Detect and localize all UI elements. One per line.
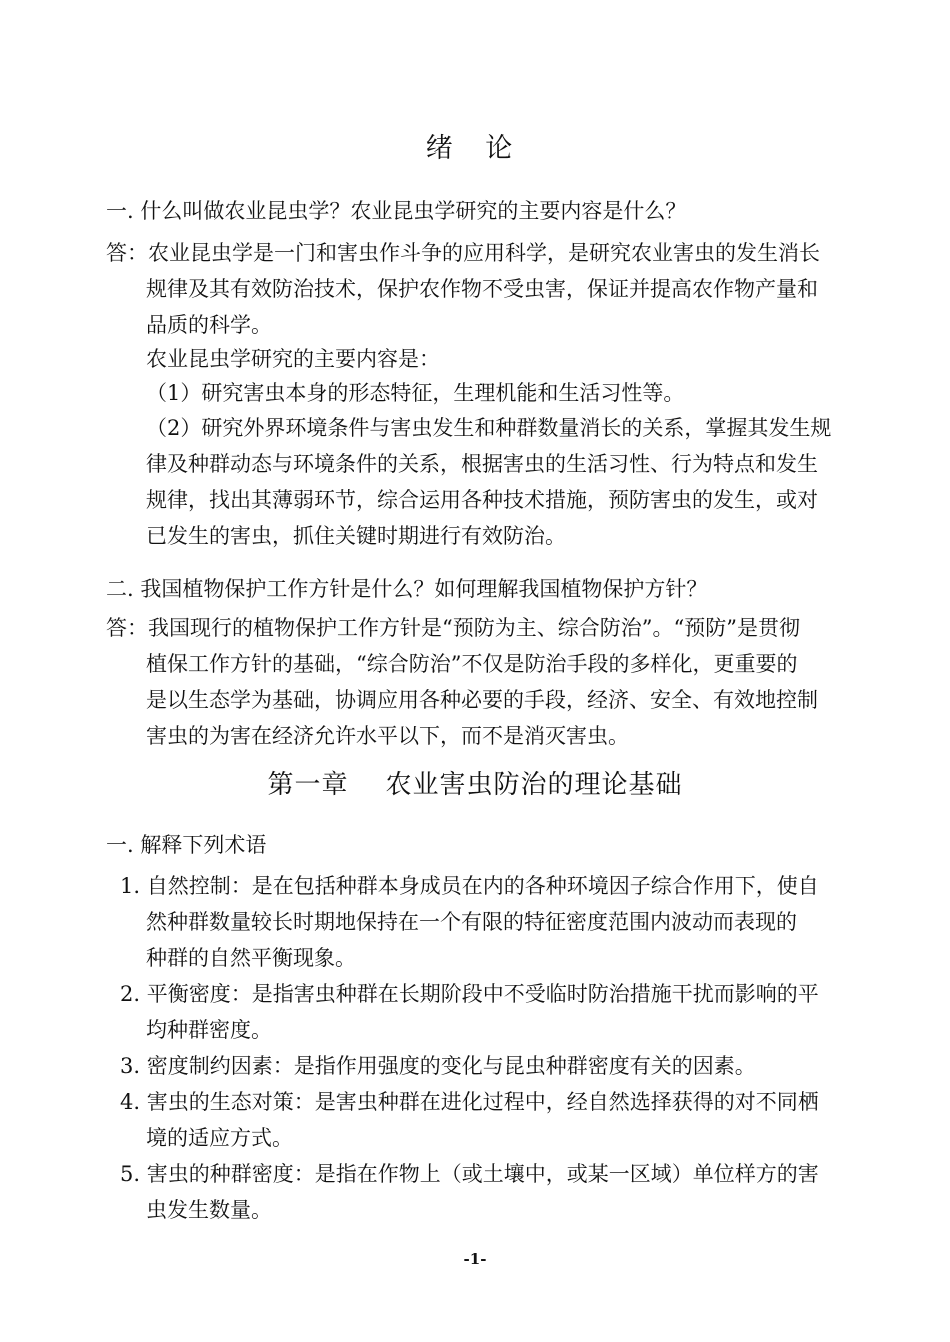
answer-2-line-2: 植保工作方针的基础，“综合防治”不仅是防治手段的多样化，更重要的: [146, 652, 798, 676]
term-4-line-1: 4. 害虫的生态对策：是害虫种群在进化过程中，经自然选择获得的对不同栖: [120, 1090, 819, 1114]
chapter-title: 第一章 农业害虫防治的理论基础: [267, 770, 683, 800]
answer-1-line-1: 答：农业昆虫学是一门和害虫作斗争的应用科学，是研究农业害虫的发生消长: [106, 241, 820, 265]
question-2: 二. 我国植物保护工作方针是什么？如何理解我国植物保护方针？: [106, 577, 708, 601]
term-1-line-2: 然种群数量较长时期地保持在一个有限的特征密度范围内波动而表现的: [146, 910, 797, 934]
answer-1-line-9: 已发生的害虫，抓住关键时期进行有效防治。: [146, 524, 566, 548]
term-2-line-2: 均种群密度。: [146, 1018, 272, 1042]
chapter-question-1: 一. 解释下列术语: [106, 833, 267, 857]
answer-1-line-3: 品质的科学。: [146, 313, 272, 337]
answer-1-line-5: （1）研究害虫本身的形态特征，生理机能和生活习性等。: [146, 381, 685, 405]
answer-1-line-4: 农业昆虫学研究的主要内容是：: [146, 347, 440, 371]
term-2-line-1: 2. 平衡密度：是指害虫种群在长期阶段中不受临时防治措施干扰而影响的平: [120, 982, 819, 1006]
page-number: -1-: [463, 1250, 487, 1268]
intro-title: 绪 论: [425, 133, 525, 164]
term-4-line-2: 境的适应方式。: [146, 1126, 293, 1150]
answer-2-line-1: 答：我国现行的植物保护工作方针是“预防为主、综合防治”。“预防”是贯彻: [106, 616, 800, 640]
answer-1-line-7: 律及种群动态与环境条件的关系，根据害虫的生活习性、行为特点和发生: [146, 452, 818, 476]
answer-2-line-3: 是以生态学为基础，协调应用各种必要的手段，经济、安全、有效地控制: [146, 688, 818, 712]
term-5-line-2: 虫发生数量。: [146, 1198, 272, 1222]
answer-2-line-4: 害虫的为害在经济允许水平以下，而不是消灭害虫。: [146, 724, 629, 748]
term-3: 3. 密度制约因素：是指作用强度的变化与昆虫种群密度有关的因素。: [120, 1054, 756, 1078]
term-1-line-3: 种群的自然平衡现象。: [146, 946, 356, 970]
term-5-line-1: 5. 害虫的种群密度：是指在作物上（或土壤中，或某一区域）单位样方的害: [120, 1162, 819, 1186]
term-1-line-1: 1. 自然控制：是在包括种群本身成员在内的各种环境因子综合作用下，使自: [120, 874, 819, 898]
answer-1-line-2: 规律及其有效防治技术，保护农作物不受虫害，保证并提高农作物产量和: [146, 277, 818, 301]
answer-1-line-6: （2）研究外界环境条件与害虫发生和种群数量消长的关系，掌握其发生规: [146, 416, 832, 440]
question-1: 一. 什么叫做农业昆虫学？农业昆虫学研究的主要内容是什么？: [106, 199, 687, 223]
answer-1-line-8: 规律，找出其薄弱环节，综合运用各种技术措施，预防害虫的发生，或对: [146, 488, 818, 512]
